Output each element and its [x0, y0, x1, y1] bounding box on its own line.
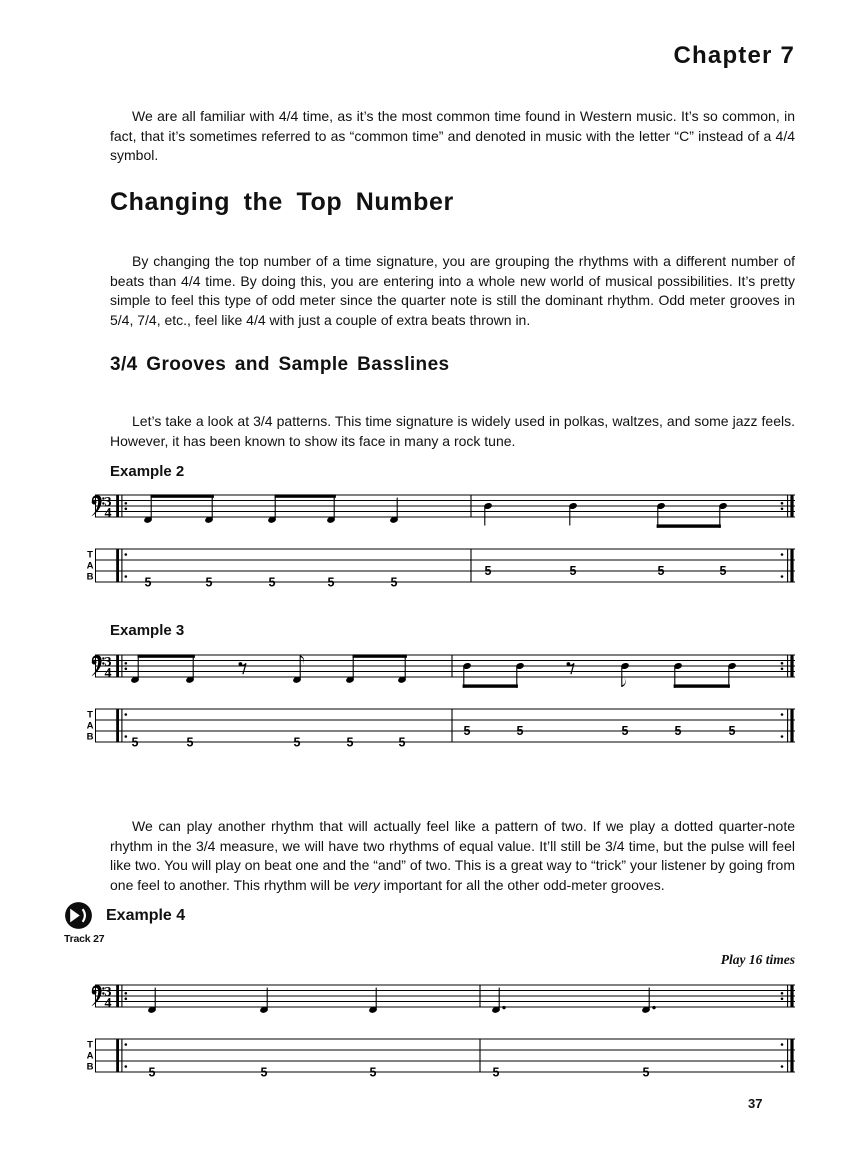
- section-title: Changing the Top Number: [110, 188, 454, 216]
- svg-text:3: 3: [104, 984, 112, 1000]
- example-3-notation: [78, 643, 802, 755]
- svg-text:5: 5: [260, 1065, 268, 1080]
- svg-text:5: 5: [398, 735, 406, 750]
- svg-text:5: 5: [144, 575, 152, 590]
- speaker-icon: [64, 901, 93, 930]
- play-instruction: Play 16 times: [720, 952, 795, 967]
- svg-text:5: 5: [463, 724, 471, 739]
- svg-text:T: T: [87, 709, 93, 721]
- svg-text:4: 4: [104, 995, 112, 1011]
- svg-text:5: 5: [569, 564, 577, 579]
- example-4-notation: [78, 973, 802, 1085]
- closing-text-before: We can play another rhythm that will actually feel like a pattern of two. If we play a dotted quarter-note rhythm in the 3/4 measure, we will have two rhythms of equal value. It’ll still be 3/4 time, but the pulse will feel like two. You will play on beat one and the “and” of two. This is a great way to “trick” your listener by going from one feel to another. This rhythm will be: [110, 818, 795, 893]
- svg-text:5: 5: [390, 575, 398, 590]
- svg-text:T: T: [87, 1039, 93, 1051]
- svg-text:5: 5: [657, 564, 665, 579]
- svg-text:B: B: [86, 731, 94, 743]
- example-3-label: Example 3: [110, 622, 185, 639]
- intro-paragraph: We are all familiar with 4/4 time, as it’s the most common time found in Western music. It’s so common, in fact, that it’s sometimes referred to as “common time” and denoted in music with the letter “C” instead of a 4/4 symbol.: [110, 108, 795, 164]
- svg-text:5: 5: [719, 564, 727, 579]
- svg-text:5: 5: [293, 735, 301, 750]
- svg-text:5: 5: [484, 564, 492, 579]
- example-4-label: Example 4: [106, 906, 186, 924]
- svg-text:4: 4: [104, 665, 112, 681]
- svg-text:4: 4: [104, 505, 112, 521]
- closing-paragraph: [110, 817, 795, 895]
- svg-text:5: 5: [148, 1065, 156, 1080]
- closing-text-italic: very: [353, 876, 380, 893]
- svg-text:5: 5: [205, 575, 213, 590]
- svg-text:5: 5: [642, 1065, 650, 1080]
- svg-text:5: 5: [621, 724, 629, 739]
- example-2-notation: [78, 483, 802, 595]
- svg-text:5: 5: [728, 724, 736, 739]
- subsection-paragraph: Let’s take a look at 3/4 patterns. This time signature is widely used in polkas, waltzes, and some jazz feels. However, it has been known to show its face in many a rock tune.: [110, 413, 795, 449]
- subsection-title: 3/4 Grooves and Sample Basslines: [110, 354, 450, 375]
- svg-text:A: A: [86, 560, 94, 572]
- svg-text:5: 5: [346, 735, 354, 750]
- page-number: 37: [748, 1096, 763, 1111]
- svg-text:5: 5: [492, 1065, 500, 1080]
- svg-text:B: B: [86, 1061, 94, 1073]
- svg-text:5: 5: [268, 575, 276, 590]
- svg-text:T: T: [87, 549, 93, 561]
- svg-text:3: 3: [104, 654, 112, 670]
- svg-text:3: 3: [104, 494, 112, 510]
- svg-text:5: 5: [327, 575, 335, 590]
- svg-text:5: 5: [516, 724, 524, 739]
- closing-text-after: important for all the other odd-meter grooves.: [379, 876, 665, 893]
- svg-text:5: 5: [131, 735, 139, 750]
- svg-text:5: 5: [369, 1065, 377, 1080]
- svg-text:5: 5: [674, 724, 682, 739]
- example-2-label: Example 2: [110, 463, 185, 480]
- svg-text:5: 5: [186, 735, 194, 750]
- svg-text:A: A: [86, 1050, 94, 1062]
- chapter-heading: Chapter 7: [673, 42, 795, 69]
- track-number-label: Track 27: [64, 933, 105, 945]
- svg-text:B: B: [86, 571, 94, 583]
- svg-text:A: A: [86, 720, 94, 732]
- section-paragraph: By changing the top number of a time signature, you are grouping the rhythms with a different number of beats than 4/4 time. By doing this, you are entering into a whole new world of musical possibilities. It’s pretty simple to feel this type of odd meter since the quarter note is still the dominant rhythm. Odd meter grooves in 5/4, 7/4, etc., feel like 4/4 with just a couple of extra beats thrown in.: [110, 253, 795, 328]
- example-4-header: [64, 901, 185, 930]
